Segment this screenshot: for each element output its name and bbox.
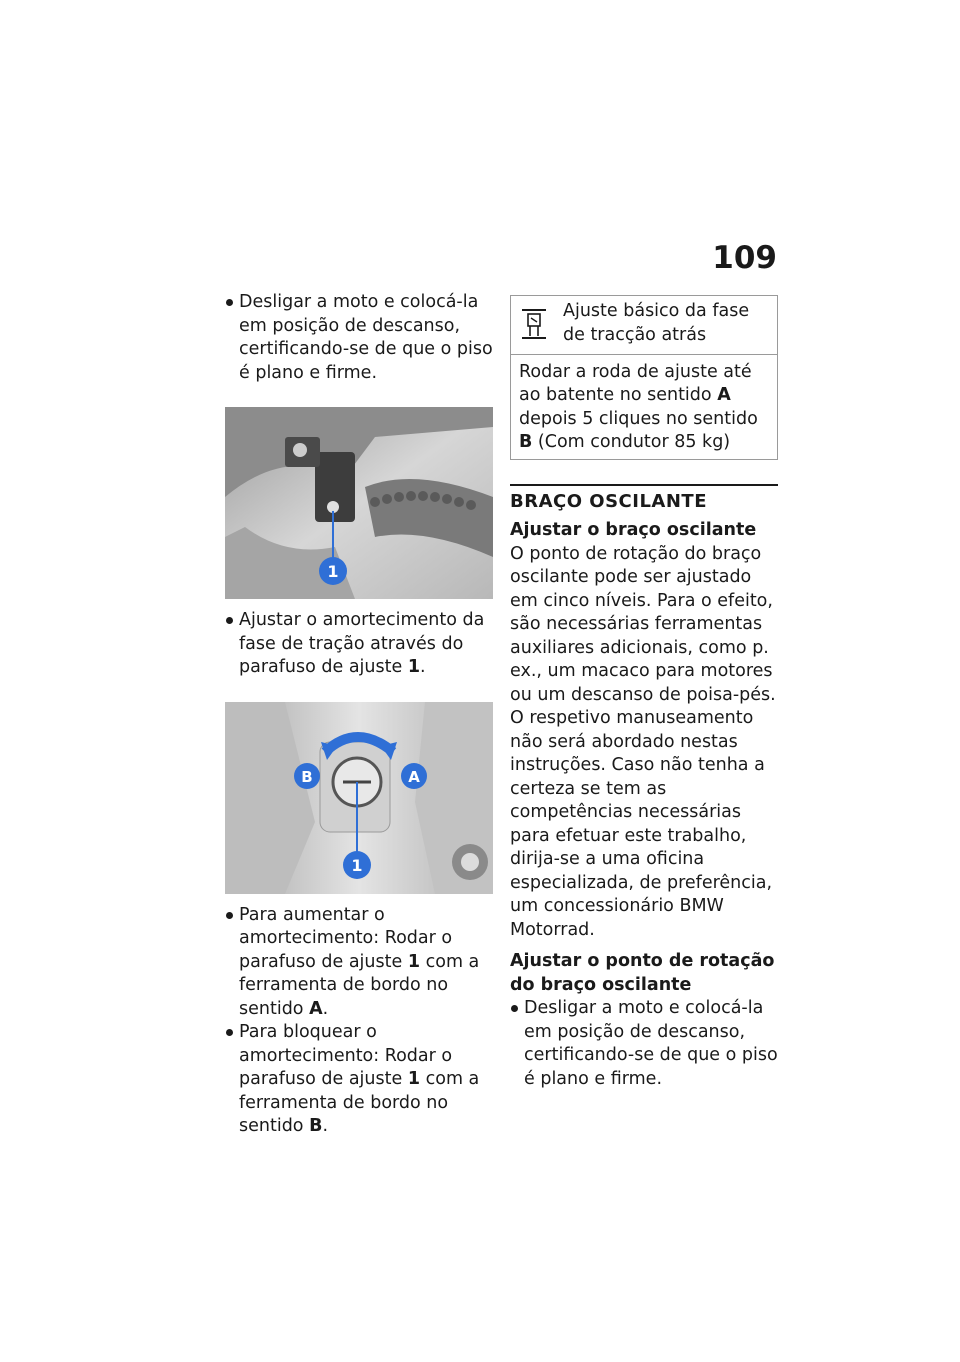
callout-1-main: 1 [351,855,363,875]
right-column [510,295,778,1091]
subheading-adjust-swingarm: Ajustar o braço oscilante [510,520,757,540]
figure-rebound-adjuster [225,407,493,599]
step-lock-damping [225,1021,493,1139]
spec-box [510,295,778,460]
step-adjust-rebound-text: Ajustar o amortecimento da fase de tração através do parafuso de ajuste [239,610,485,677]
callout-b: B [301,767,313,786]
step-increase-mid: com a ferramenta de bordo no sentido [239,951,480,1019]
spec-body [511,355,777,459]
step-increase-end: . [322,998,329,1019]
photo-adjuster-screw [225,702,493,894]
page-number: 109 [712,240,777,276]
callout-1: 1 [327,562,339,581]
step-increase-damping [225,904,493,1022]
ref-1: 1 [407,657,421,677]
spec-body-mid: depois 5 cliques no sentido [519,408,758,429]
left-column [225,291,493,1139]
ref-1: 1 [407,1069,421,1089]
callout-a: A [408,767,420,786]
ref-a: A [717,385,731,405]
section-title: BRAÇO OSCILANTE [510,484,778,514]
photo-rear-suspension [225,407,493,599]
step-increase-lead: Para aumentar o amortecimento: Rodar o parafuso de ajuste [239,904,453,972]
step-adjust-rebound [225,609,493,680]
spec-title: Ajuste básico da fase de tracção atrás [563,301,750,345]
step-park-motorcycle-2: Desligar a moto e colocá-la em posição de descanso, certificando-se de que o piso é plano e firme. [510,997,778,1091]
paragraph-swingarm: O ponto de rotação do braço oscilante pode ser ajustado em cinco níveis. Para o efeito, são necessárias ferramentas auxiliares adicionais, como p. ex., um macaco para motores ou um descanso de poisa-pés. O respetivo manuseamento não será abordado nestas instruções. Caso não tenha a certeza se tem as competências necessárias para efetuar este trabalho, dirija-se a uma oficina especializada, de preferência, um concessionário BMW Motorrad. [510,543,776,940]
spec-body-end: (Com condutor 85 kg) [537,432,731,452]
spec-body-lead: Rodar a roda de ajuste até ao batente no sentido [519,361,752,405]
step-lock-lead: Para bloquear o amortecimento: Rodar o parafuso de ajuste [239,1022,453,1089]
shock-absorber-icon [519,300,553,350]
ref-a: A [309,998,323,1019]
step-lock-mid: com a ferramenta de bordo no sentido [239,1069,480,1136]
subheading-pivot-point: Ajustar o ponto de rotação do braço oscilante [510,951,775,995]
spec-header [511,296,777,355]
step-lock-end: . [322,1116,329,1136]
ref-1: 1 [407,951,421,972]
figure-adjuster-directions [225,702,493,894]
step-park-motorcycle: Desligar a moto e colocá-la em posição de descanso, certificando-se de que o piso é plano e firme. [225,291,493,385]
step-adjust-rebound-end: . [420,657,426,677]
ref-b: B [519,432,533,452]
ref-b: B [309,1116,323,1136]
